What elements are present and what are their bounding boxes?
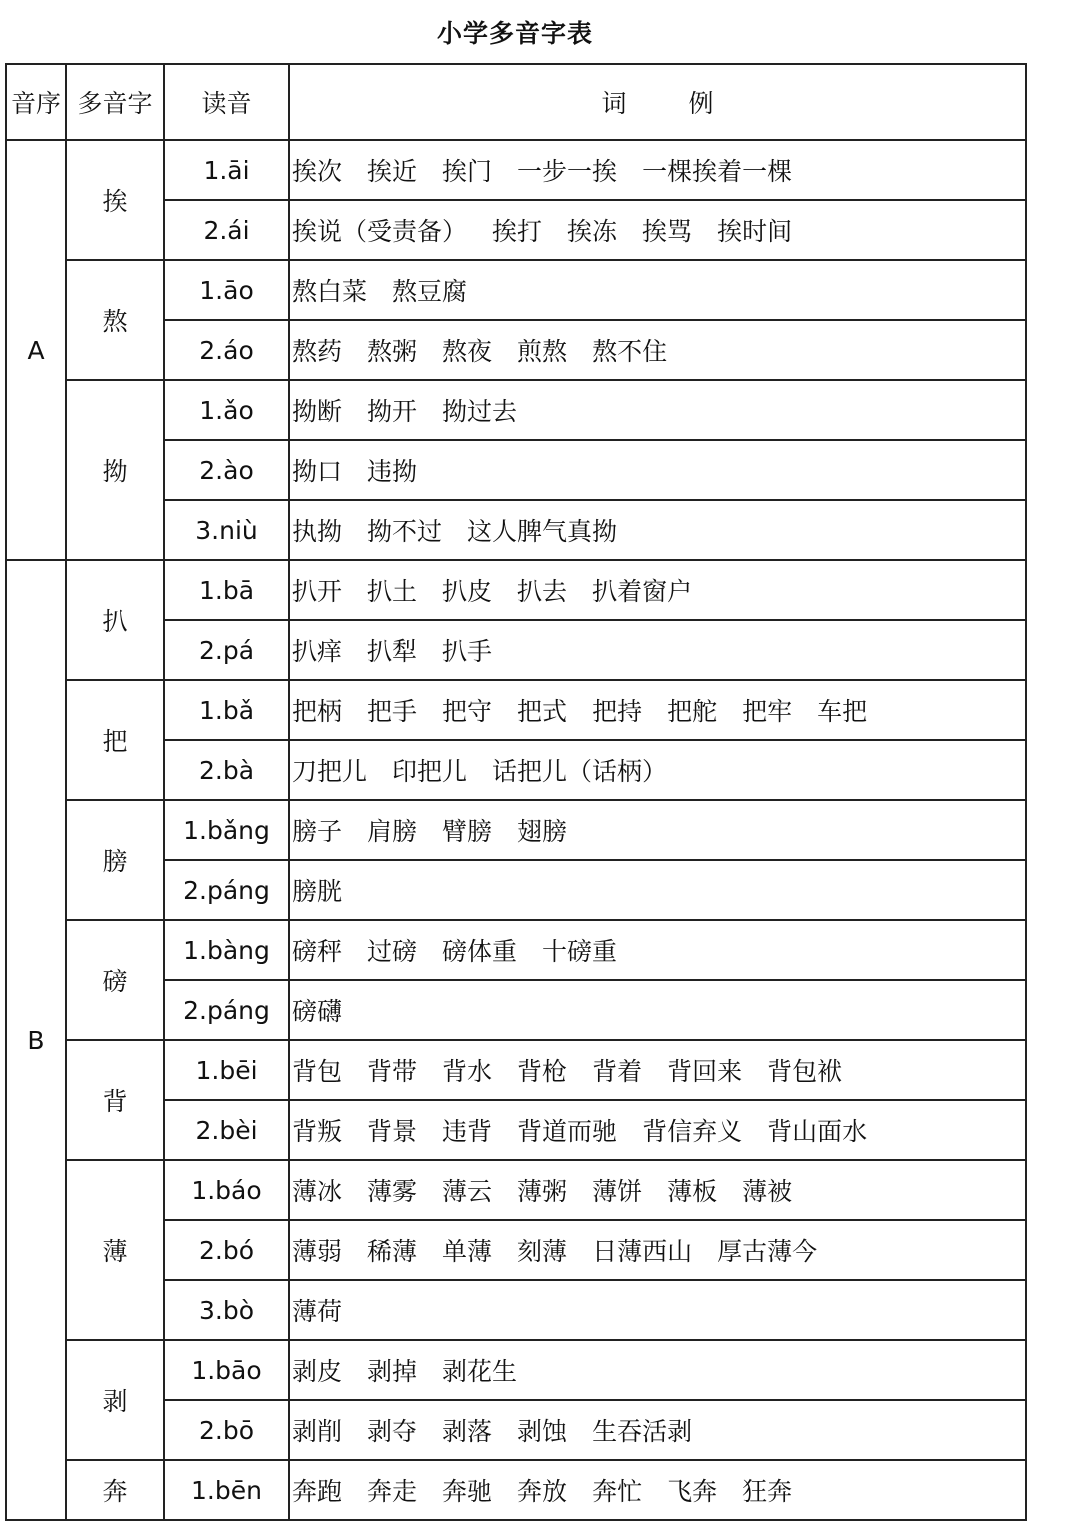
cell-char: 熬 bbox=[66, 260, 164, 380]
cell-examples bbox=[289, 1160, 1026, 1220]
cell-examples bbox=[289, 140, 1026, 200]
example-word: 熬白菜 bbox=[292, 277, 368, 306]
example-word: 印把儿 bbox=[392, 757, 468, 786]
example-word: 扒土 bbox=[367, 577, 418, 606]
table-row bbox=[6, 1160, 1026, 1220]
example-word: 拗过去 bbox=[442, 397, 518, 426]
example-word: 剥削 bbox=[292, 1417, 343, 1446]
cell-char: 把 bbox=[66, 680, 164, 800]
cell-reading: 1.bēi bbox=[164, 1040, 289, 1100]
cell-examples bbox=[289, 1340, 1026, 1400]
cell-reading: 2.ái bbox=[164, 200, 289, 260]
example-word: 背包袱 bbox=[767, 1057, 843, 1086]
example-word: 一棵挨着一棵 bbox=[642, 157, 793, 186]
cell-reading: 2.bō bbox=[164, 1400, 289, 1460]
example-word: 熬豆腐 bbox=[392, 277, 468, 306]
example-word: 背着 bbox=[592, 1057, 643, 1086]
cell-reading: 1.ǎo bbox=[164, 380, 289, 440]
example-word: 稀薄 bbox=[367, 1237, 418, 1266]
example-word: 磅礴 bbox=[292, 997, 343, 1026]
example-word: 拗口 bbox=[292, 457, 343, 486]
cell-reading: 1.bāo bbox=[164, 1340, 289, 1400]
example-word: 熬粥 bbox=[367, 337, 418, 366]
cell-reading: 1.bā bbox=[164, 560, 289, 620]
cell-reading: 1.bàng bbox=[164, 920, 289, 980]
table-row bbox=[6, 380, 1026, 440]
example-word: 薄荷 bbox=[292, 1297, 343, 1326]
example-word: 把持 bbox=[592, 697, 643, 726]
example-word: 扒着窗户 bbox=[592, 577, 693, 606]
example-word: 肩膀 bbox=[367, 817, 418, 846]
example-word: 背包 bbox=[292, 1057, 343, 1086]
example-word: 背道而驰 bbox=[517, 1117, 618, 1146]
header-examples-part2: 例 bbox=[688, 89, 714, 118]
example-word: 臂膀 bbox=[442, 817, 493, 846]
example-word: 薄粥 bbox=[517, 1177, 568, 1206]
cell-reading: 2.bèi bbox=[164, 1100, 289, 1160]
cell-examples bbox=[289, 800, 1026, 860]
example-word: 奔走 bbox=[367, 1477, 418, 1506]
cell-examples bbox=[289, 380, 1026, 440]
example-word: 单薄 bbox=[442, 1237, 493, 1266]
header-char: 多音字 bbox=[66, 64, 164, 140]
cell-examples bbox=[289, 440, 1026, 500]
example-word: 熬药 bbox=[292, 337, 343, 366]
example-word: 薄云 bbox=[442, 1177, 493, 1206]
table-row bbox=[6, 140, 1026, 200]
example-word: 挨门 bbox=[442, 157, 493, 186]
example-word: 熬夜 bbox=[442, 337, 493, 366]
example-word: 挨说（受责备） bbox=[292, 217, 468, 246]
cell-examples bbox=[289, 680, 1026, 740]
example-word: 执拗 bbox=[292, 517, 343, 546]
cell-reading: 1.āo bbox=[164, 260, 289, 320]
cell-reading: 2.páng bbox=[164, 980, 289, 1040]
cell-examples bbox=[289, 1220, 1026, 1280]
cell-examples bbox=[289, 320, 1026, 380]
header-row bbox=[6, 64, 1026, 140]
header-reading: 读音 bbox=[164, 64, 289, 140]
example-word: 拗开 bbox=[367, 397, 418, 426]
example-word: 薄板 bbox=[667, 1177, 718, 1206]
example-word: 剥蚀 bbox=[517, 1417, 568, 1446]
example-word: 一步一挨 bbox=[517, 157, 618, 186]
example-word: 刻薄 bbox=[517, 1237, 568, 1266]
cell-examples bbox=[289, 1400, 1026, 1460]
cell-examples bbox=[289, 980, 1026, 1040]
example-word: 拗不过 bbox=[367, 517, 443, 546]
example-word: 磅秤 bbox=[292, 937, 343, 966]
example-word: 剥落 bbox=[442, 1417, 493, 1446]
page-title: 小学多音字表 bbox=[436, 19, 593, 48]
cell-examples bbox=[289, 260, 1026, 320]
cell-char: 剥 bbox=[66, 1340, 164, 1460]
example-word: 薄冰 bbox=[292, 1177, 343, 1206]
example-word: 挨打 bbox=[492, 217, 543, 246]
example-word: 熬不住 bbox=[592, 337, 668, 366]
table-row bbox=[6, 920, 1026, 980]
table-row bbox=[6, 1460, 1026, 1520]
cell-char: 扒 bbox=[66, 560, 164, 680]
example-word: 背景 bbox=[367, 1117, 418, 1146]
example-word: 背叛 bbox=[292, 1117, 343, 1146]
table-row bbox=[6, 680, 1026, 740]
cell-examples bbox=[289, 200, 1026, 260]
cell-char: 挨 bbox=[66, 140, 164, 260]
cell-examples bbox=[289, 500, 1026, 560]
example-word: 把牢 bbox=[742, 697, 793, 726]
polyphone-table bbox=[5, 63, 1027, 1521]
header-examples bbox=[289, 64, 1026, 140]
cell-reading: 1.bǎng bbox=[164, 800, 289, 860]
cell-reading: 1.báo bbox=[164, 1160, 289, 1220]
example-word: 日薄西山 bbox=[592, 1237, 693, 1266]
example-word: 背水 bbox=[442, 1057, 493, 1086]
cell-reading: 2.ào bbox=[164, 440, 289, 500]
example-word: 奔跑 bbox=[292, 1477, 343, 1506]
example-word: 奔忙 bbox=[592, 1477, 643, 1506]
cell-seq: A bbox=[6, 140, 66, 560]
cell-examples bbox=[289, 920, 1026, 980]
example-word: 把手 bbox=[367, 697, 418, 726]
header-examples-part1: 词 bbox=[601, 89, 627, 118]
example-word: 煎熬 bbox=[517, 337, 568, 366]
table-body bbox=[6, 140, 1026, 1520]
cell-char: 拗 bbox=[66, 380, 164, 560]
cell-reading: 1.āi bbox=[164, 140, 289, 200]
example-word: 剥花生 bbox=[442, 1357, 518, 1386]
cell-examples bbox=[289, 1460, 1026, 1520]
cell-examples bbox=[289, 1040, 1026, 1100]
cell-examples bbox=[289, 560, 1026, 620]
example-word: 刀把儿 bbox=[292, 757, 368, 786]
cell-char: 磅 bbox=[66, 920, 164, 1040]
example-word: 挨时间 bbox=[717, 217, 793, 246]
example-word: 违背 bbox=[442, 1117, 493, 1146]
cell-reading: 2.pá bbox=[164, 620, 289, 680]
cell-char: 奔 bbox=[66, 1460, 164, 1520]
example-word: 把柄 bbox=[292, 697, 343, 726]
example-word: 翅膀 bbox=[517, 817, 568, 846]
example-word: 剥皮 bbox=[292, 1357, 343, 1386]
cell-examples bbox=[289, 860, 1026, 920]
example-word: 扒开 bbox=[292, 577, 343, 606]
example-word: 薄弱 bbox=[292, 1237, 343, 1266]
example-word: 拗断 bbox=[292, 397, 343, 426]
example-word: 把式 bbox=[517, 697, 568, 726]
cell-reading: 2.áo bbox=[164, 320, 289, 380]
example-word: 薄被 bbox=[742, 1177, 793, 1206]
example-word: 背枪 bbox=[517, 1057, 568, 1086]
example-word: 过磅 bbox=[367, 937, 418, 966]
example-word: 剥掉 bbox=[367, 1357, 418, 1386]
example-word: 违拗 bbox=[367, 457, 418, 486]
example-word: 背带 bbox=[367, 1057, 418, 1086]
example-word: 把舵 bbox=[667, 697, 718, 726]
header-seq: 音序 bbox=[6, 64, 66, 140]
example-word: 厚古薄今 bbox=[717, 1237, 818, 1266]
example-word: 扒去 bbox=[517, 577, 568, 606]
example-word: 背信弃义 bbox=[642, 1117, 743, 1146]
cell-reading: 3.niù bbox=[164, 500, 289, 560]
example-word: 薄饼 bbox=[592, 1177, 643, 1206]
example-word: 膀子 bbox=[292, 817, 343, 846]
cell-reading: 3.bò bbox=[164, 1280, 289, 1340]
example-word: 十磅重 bbox=[542, 937, 618, 966]
cell-reading: 2.bà bbox=[164, 740, 289, 800]
table-row bbox=[6, 1340, 1026, 1400]
example-word: 背回来 bbox=[667, 1057, 743, 1086]
cell-examples bbox=[289, 1100, 1026, 1160]
cell-char: 薄 bbox=[66, 1160, 164, 1340]
example-word: 车把 bbox=[817, 697, 868, 726]
cell-examples bbox=[289, 620, 1026, 680]
example-word: 奔放 bbox=[517, 1477, 568, 1506]
example-word: 狂奔 bbox=[742, 1477, 793, 1506]
example-word: 扒犁 bbox=[367, 637, 418, 666]
example-word: 挨骂 bbox=[642, 217, 693, 246]
example-word: 磅体重 bbox=[442, 937, 518, 966]
table-row bbox=[6, 560, 1026, 620]
cell-seq: B bbox=[6, 560, 66, 1520]
example-word: 扒痒 bbox=[292, 637, 343, 666]
example-word: 背山面水 bbox=[767, 1117, 868, 1146]
cell-reading: 1.bǎ bbox=[164, 680, 289, 740]
example-word: 挨次 bbox=[292, 157, 343, 186]
cell-reading: 2.páng bbox=[164, 860, 289, 920]
example-word: 挨近 bbox=[367, 157, 418, 186]
example-word: 扒手 bbox=[442, 637, 493, 666]
cell-reading: 1.bēn bbox=[164, 1460, 289, 1520]
example-word: 剥夺 bbox=[367, 1417, 418, 1446]
cell-char: 背 bbox=[66, 1040, 164, 1160]
example-word: 挨冻 bbox=[567, 217, 618, 246]
example-word: 把守 bbox=[442, 697, 493, 726]
example-word: 膀胱 bbox=[292, 877, 343, 906]
table-row bbox=[6, 260, 1026, 320]
cell-char: 膀 bbox=[66, 800, 164, 920]
example-word: 扒皮 bbox=[442, 577, 493, 606]
example-word: 薄雾 bbox=[367, 1177, 418, 1206]
table-row bbox=[6, 800, 1026, 860]
example-word: 生吞活剥 bbox=[592, 1417, 693, 1446]
example-word: 飞奔 bbox=[667, 1477, 718, 1506]
cell-reading: 2.bó bbox=[164, 1220, 289, 1280]
example-word: 这人脾气真拗 bbox=[467, 517, 618, 546]
cell-examples bbox=[289, 740, 1026, 800]
table-row bbox=[6, 1040, 1026, 1100]
example-word: 奔驰 bbox=[442, 1477, 493, 1506]
cell-examples bbox=[289, 1280, 1026, 1340]
example-word: 话把儿（话柄） bbox=[492, 757, 668, 786]
